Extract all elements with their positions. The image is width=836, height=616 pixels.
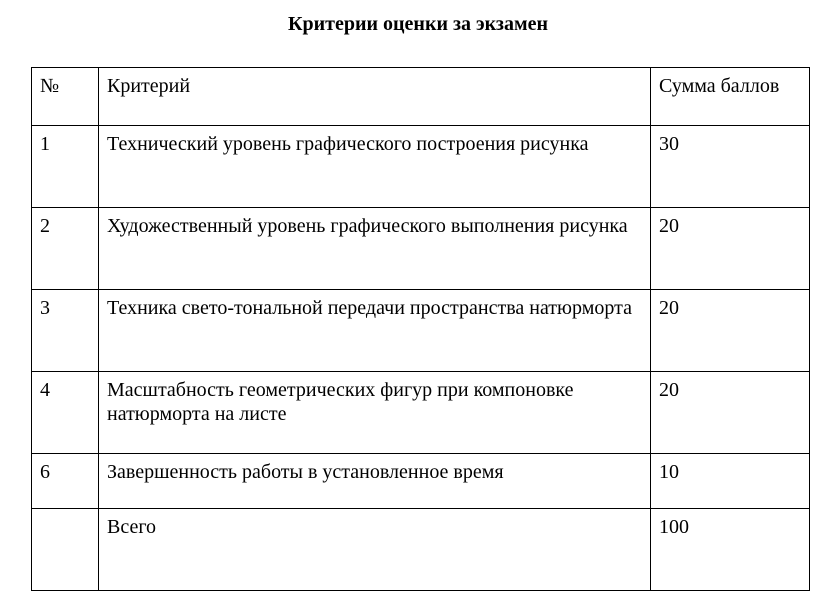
row-criterion: Масштабность геометрических фигур при компоновке натюрморта на листе bbox=[99, 372, 651, 454]
row-score: 20 bbox=[651, 208, 810, 290]
row-number: 2 bbox=[32, 208, 99, 290]
table-row bbox=[32, 290, 810, 372]
criteria-table bbox=[31, 67, 810, 591]
header-score: Сумма баллов bbox=[651, 68, 810, 126]
row-score: 20 bbox=[651, 290, 810, 372]
table-row bbox=[32, 208, 810, 290]
row-number: 4 bbox=[32, 372, 99, 454]
total-label: Всего bbox=[99, 509, 651, 591]
table-header-row bbox=[32, 68, 810, 126]
row-criterion: Художественный уровень графического выполнения рисунка bbox=[99, 208, 651, 290]
row-criterion: Завершенность работы в установленное время bbox=[99, 454, 651, 509]
row-number: 6 bbox=[32, 454, 99, 509]
table-total-row bbox=[32, 509, 810, 591]
table-row bbox=[32, 126, 810, 208]
row-criterion: Техника свето-тональной передачи пространства натюрморта bbox=[99, 290, 651, 372]
header-number: № bbox=[32, 68, 99, 126]
row-score: 10 bbox=[651, 454, 810, 509]
table-row bbox=[32, 454, 810, 509]
page-title: Критерии оценки за экзамен bbox=[288, 13, 548, 35]
row-score: 20 bbox=[651, 372, 810, 454]
total-number bbox=[32, 509, 99, 591]
total-score: 100 bbox=[651, 509, 810, 591]
row-score: 30 bbox=[651, 126, 810, 208]
row-number: 1 bbox=[32, 126, 99, 208]
table-row bbox=[32, 372, 810, 454]
header-criterion: Критерий bbox=[99, 68, 651, 126]
row-number: 3 bbox=[32, 290, 99, 372]
row-criterion: Технический уровень графического построения рисунка bbox=[99, 126, 651, 208]
